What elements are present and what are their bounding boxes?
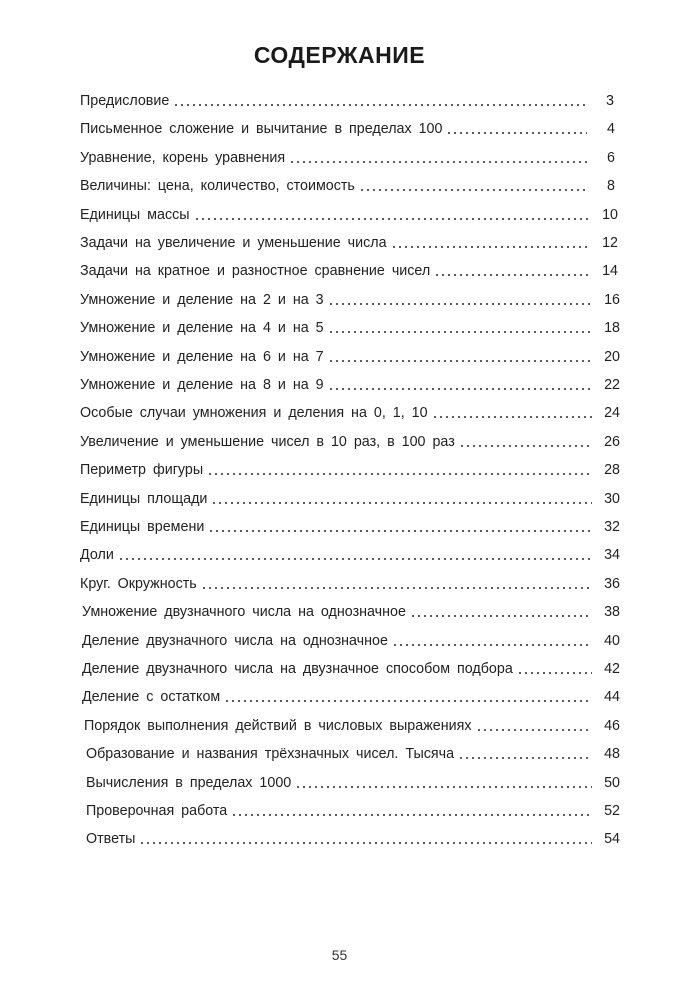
toc-entry-title: Круг. Окружность — [80, 576, 197, 592]
toc-entry[interactable] — [80, 514, 620, 536]
toc-entry-page: 36 — [604, 576, 620, 592]
dot-leader — [289, 160, 587, 164]
toc-entry[interactable] — [82, 656, 620, 678]
toc-entry-page: 3 — [606, 93, 614, 109]
toc-entry[interactable] — [80, 145, 615, 167]
dot-leader — [476, 728, 593, 732]
toc-entry[interactable] — [80, 315, 620, 337]
toc-entry[interactable] — [80, 457, 620, 479]
toc-entry-title: Письменное сложение и вычитание в пределах 100 — [80, 121, 443, 137]
toc-entry-title: Предисловие — [80, 93, 170, 109]
toc-entry-page: 20 — [604, 349, 620, 365]
toc-entry-title: Деление двузначного числа на однозначное — [82, 633, 388, 649]
dot-leader — [392, 643, 592, 647]
toc-entry-page: 8 — [607, 178, 615, 194]
toc-entry-title: Проверочная работа — [86, 803, 228, 819]
toc-entry[interactable] — [86, 770, 620, 792]
toc-entry[interactable] — [82, 684, 620, 706]
toc-entry-page: 42 — [604, 661, 620, 677]
dot-leader — [173, 103, 586, 107]
toc-entry[interactable] — [80, 372, 620, 394]
dot-leader — [207, 472, 592, 476]
toc-entry-title: Умножение и деление на 4 и на 5 — [80, 320, 324, 336]
toc-entry-title: Умножение и деление на 8 и на 9 — [80, 377, 324, 393]
toc-entry[interactable] — [86, 826, 620, 848]
toc-entry[interactable] — [80, 202, 618, 224]
toc-entry[interactable] — [80, 88, 614, 110]
toc-entry[interactable] — [82, 599, 620, 621]
toc-entry-page: 4 — [607, 121, 615, 137]
toc-entry-page: 22 — [604, 377, 620, 393]
toc-entry-page: 10 — [602, 207, 618, 223]
toc-entry[interactable] — [80, 344, 620, 366]
toc-entry-title: Вычисления в пределах 1000 — [86, 775, 292, 791]
toc-entry-title: Задачи на кратное и разностное сравнение чисел — [80, 263, 431, 279]
toc-entry-page: 54 — [604, 831, 620, 847]
toc-entry-title: Ответы — [86, 831, 136, 847]
toc-entry-page: 34 — [604, 547, 620, 563]
toc-entry-title: Особые случаи умножения и деления на 0, 1, 10 — [80, 405, 428, 421]
toc-entry-page: 28 — [604, 462, 620, 478]
toc-entry-page: 26 — [604, 434, 620, 450]
toc-entry-title: Порядок выполнения действий в числовых выражениях — [84, 718, 472, 734]
toc-entry[interactable] — [80, 173, 615, 195]
dot-leader — [231, 813, 592, 817]
dot-leader — [391, 245, 590, 249]
toc-entry[interactable] — [80, 571, 620, 593]
toc-entry-title: Деление с остатком — [82, 689, 221, 705]
toc-entry-title: Увеличение и уменьшение чисел в 10 раз, в 100 раз — [80, 434, 455, 450]
dot-leader — [211, 501, 592, 505]
page-title: СОДЕРЖАНИЕ — [253, 42, 426, 68]
toc-entry[interactable] — [80, 287, 620, 309]
dot-leader — [359, 188, 587, 192]
toc-entry-page: 48 — [604, 746, 620, 762]
toc-entry-title: Умножение двузначного числа на однозначное — [82, 604, 406, 620]
dot-leader — [224, 699, 592, 703]
dot-leader — [328, 302, 592, 306]
dot-leader — [328, 359, 592, 363]
toc-entry[interactable] — [80, 230, 618, 252]
toc-entry-page: 30 — [604, 491, 620, 507]
dot-leader — [328, 387, 592, 391]
toc-entry-title: Доли — [80, 547, 114, 563]
toc-entry-title: Образование и названия трёхзначных чисел. Тысяча — [86, 746, 455, 762]
toc-entry[interactable] — [80, 542, 620, 564]
toc-entry-title: Задачи на увеличение и уменьшение числа — [80, 235, 387, 251]
dot-leader — [295, 785, 592, 789]
dot-leader — [434, 273, 590, 277]
toc-entry[interactable] — [80, 429, 620, 451]
toc-entry[interactable] — [86, 798, 620, 820]
dot-leader — [459, 444, 592, 448]
dot-leader — [432, 415, 592, 419]
toc-entry[interactable] — [80, 116, 615, 138]
toc-entry-page: 52 — [604, 803, 620, 819]
toc-entry-page: 32 — [604, 519, 620, 535]
toc-entry-title: Единицы массы — [80, 207, 190, 223]
toc-entry-page: 50 — [604, 775, 620, 791]
toc-entry-title: Деление двузначного числа на двузначное способом подбора — [82, 661, 513, 677]
toc-entry[interactable] — [80, 258, 618, 280]
toc-entry-page: 6 — [607, 150, 615, 166]
toc-entry-page: 44 — [604, 689, 620, 705]
dot-leader — [410, 614, 592, 618]
toc-entry[interactable] — [82, 628, 620, 650]
toc-entry-page: 12 — [602, 235, 618, 251]
dot-leader — [328, 330, 592, 334]
toc-entry-title: Умножение и деление на 2 и на 3 — [80, 292, 324, 308]
toc-entry-title: Величины: цена, количество, стоимость — [80, 178, 355, 194]
toc-entry-title: Умножение и деление на 6 и на 7 — [80, 349, 324, 365]
dot-leader — [446, 131, 587, 135]
dot-leader — [194, 217, 590, 221]
toc-entry-page: 24 — [604, 405, 620, 421]
dot-leader — [201, 586, 592, 590]
toc-entry-title: Уравнение, корень уравнения — [80, 150, 286, 166]
toc-entry[interactable] — [80, 486, 620, 508]
toc-entry-title: Периметр фигуры — [80, 462, 204, 478]
dot-leader — [139, 841, 592, 845]
toc-entry-title: Единицы площади — [80, 491, 208, 507]
toc-entry[interactable] — [84, 713, 620, 735]
dot-leader — [517, 671, 592, 675]
toc-entry[interactable] — [86, 741, 620, 763]
toc-entry-page: 38 — [604, 604, 620, 620]
toc-entry-page: 14 — [602, 263, 618, 279]
page-number: 55 — [331, 947, 348, 963]
toc-entry-page: 18 — [604, 320, 620, 336]
dot-leader — [118, 557, 592, 561]
dot-leader — [208, 529, 592, 533]
toc-entry-page: 16 — [604, 292, 620, 308]
dot-leader — [458, 756, 592, 760]
toc-entry-title: Единицы времени — [80, 519, 205, 535]
toc-entry-page: 46 — [604, 718, 620, 734]
toc-entry[interactable] — [80, 400, 620, 422]
toc-entry-page: 40 — [604, 633, 620, 649]
